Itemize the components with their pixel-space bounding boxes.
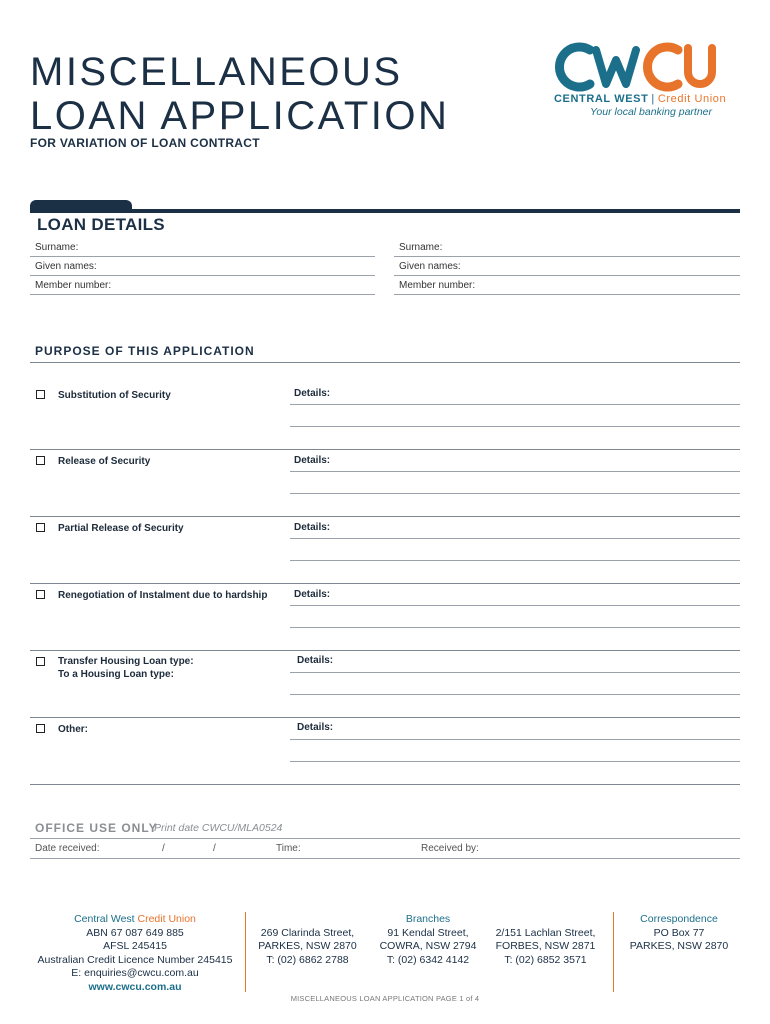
po-box: PO Box 77 (653, 926, 705, 939)
item-separator (30, 650, 740, 651)
details-label: Details: (297, 655, 334, 666)
release-label: Release of Security (58, 456, 151, 467)
details-line[interactable] (290, 426, 740, 427)
footer-licence: Australian Credit Licence Number 245415 (37, 953, 233, 966)
footer-divider (245, 912, 246, 992)
details-line[interactable] (290, 560, 740, 561)
loan-details-title: LOAN DETAILS (37, 215, 165, 234)
given-names-field-2[interactable]: Given names: (394, 256, 740, 276)
footer-correspondence (618, 913, 740, 954)
branches-heading: Branches (405, 913, 451, 925)
other-checkbox[interactable] (36, 724, 45, 733)
other-label: Other: (58, 724, 88, 735)
details-label: Details: (294, 589, 331, 600)
page-subtitle: FOR VARIATION OF LOAN CONTRACT (30, 136, 260, 150)
purpose-title: PURPOSE OF THIS APPLICATION (35, 344, 255, 358)
renegotiation-checkbox[interactable] (36, 590, 45, 599)
logo-name-part1: CENTRAL WEST (554, 93, 649, 105)
logo-name (554, 93, 726, 105)
footer-divider (613, 912, 614, 992)
transfer-label (58, 655, 194, 681)
date-slash-2: / (213, 843, 216, 854)
partial-release-checkbox[interactable] (36, 523, 45, 532)
details-line[interactable] (290, 404, 740, 405)
details-label: Details: (294, 388, 331, 399)
substitution-label: Substitution of Security (58, 390, 171, 401)
surname-field-2[interactable]: Surname: (394, 237, 740, 257)
logo-name-separator: | (651, 93, 655, 105)
logo-tagline: Your local banking partner (590, 106, 712, 118)
transfer-checkbox[interactable] (36, 657, 45, 666)
office-rule (30, 838, 740, 839)
details-label: Details: (294, 455, 331, 466)
footer-website[interactable]: www.cwcu.com.au (88, 980, 182, 993)
footer-afsl: AFSL 245415 (103, 940, 167, 952)
branch-parkes-street: 269 Clarinda Street, (260, 926, 355, 939)
section-rule (30, 209, 740, 213)
branch-cowra-town: COWRA, NSW 2794 (379, 940, 477, 952)
transfer-label-line-2: To a Housing Loan type: (58, 669, 174, 680)
footer-branch-parkes (250, 913, 365, 967)
details-line[interactable] (290, 761, 740, 762)
time-label: Time: (276, 843, 301, 854)
details-line[interactable] (290, 627, 740, 628)
print-date: Print date CWCU/MLA0524 (154, 822, 283, 834)
details-line[interactable] (290, 672, 740, 673)
footer-email[interactable]: E: enquiries@cwcu.com.au (71, 967, 199, 979)
substitution-checkbox[interactable] (36, 390, 45, 399)
office-bottom-rule (30, 858, 740, 859)
surname-field-1[interactable]: Surname: (30, 237, 375, 257)
branch-forbes-street: 2/151 Lachlan Street, (495, 926, 596, 939)
item-separator (30, 449, 740, 450)
member-number-field-1[interactable]: Member number: (30, 275, 375, 295)
item-separator (30, 583, 740, 584)
details-line[interactable] (290, 739, 740, 740)
company-name-part2: Credit Union (137, 913, 196, 925)
item-separator (30, 516, 740, 517)
details-line[interactable] (290, 538, 740, 539)
correspondence-heading: Correspondence (640, 913, 718, 925)
release-checkbox[interactable] (36, 456, 45, 465)
branch-cowra-street: 91 Kendal Street, (387, 926, 469, 939)
transfer-label-line-1: Transfer Housing Loan type: (58, 656, 194, 667)
branch-cowra-phone: T: (02) 6342 4142 (386, 953, 470, 966)
member-number-field-2[interactable]: Member number: (394, 275, 740, 295)
branch-forbes-phone: T: (02) 6852 3571 (504, 953, 587, 966)
footer-company (30, 913, 240, 994)
details-line[interactable] (290, 605, 740, 606)
date-received-label: Date received: (35, 843, 100, 854)
given-names-field-1[interactable]: Given names: (30, 256, 375, 276)
footer-abn: ABN 67 087 649 885 (86, 926, 184, 939)
logo-name-part2: Credit Union (657, 93, 727, 105)
company-name-part1: Central West (74, 913, 135, 925)
branch-parkes-phone: T: (02) 6862 2788 (266, 953, 349, 966)
date-slash-1: / (162, 843, 165, 854)
details-label: Details: (297, 722, 334, 733)
item-separator (30, 717, 740, 718)
title-line-1: MISCELLANEOUS (30, 50, 403, 94)
item-separator (30, 784, 740, 785)
purpose-rule (30, 362, 740, 363)
branch-parkes-town: PARKES, NSW 2870 (258, 940, 357, 952)
office-use-title: OFFICE USE ONLY (35, 821, 158, 835)
partial-release-label: Partial Release of Security (58, 523, 184, 534)
details-line[interactable] (290, 471, 740, 472)
renegotiation-label: Renegotiation of Instalment due to hardship (58, 590, 268, 601)
title-line-2: LOAN APPLICATION (30, 94, 450, 138)
branch-forbes-town: FORBES, NSW 2871 (495, 940, 596, 952)
page-title (30, 50, 449, 138)
po-town: PARKES, NSW 2870 (629, 940, 729, 952)
details-line[interactable] (290, 694, 740, 695)
details-label: Details: (294, 522, 331, 533)
received-by-label: Received by: (421, 843, 479, 854)
footer-company-name (30, 913, 240, 927)
page-number: MISCELLANEOUS LOAN APPLICATION PAGE 1 of 4 (290, 994, 480, 1003)
details-line[interactable] (290, 493, 740, 494)
footer-branch-cowra (368, 913, 488, 967)
footer-branch-forbes (483, 913, 608, 967)
